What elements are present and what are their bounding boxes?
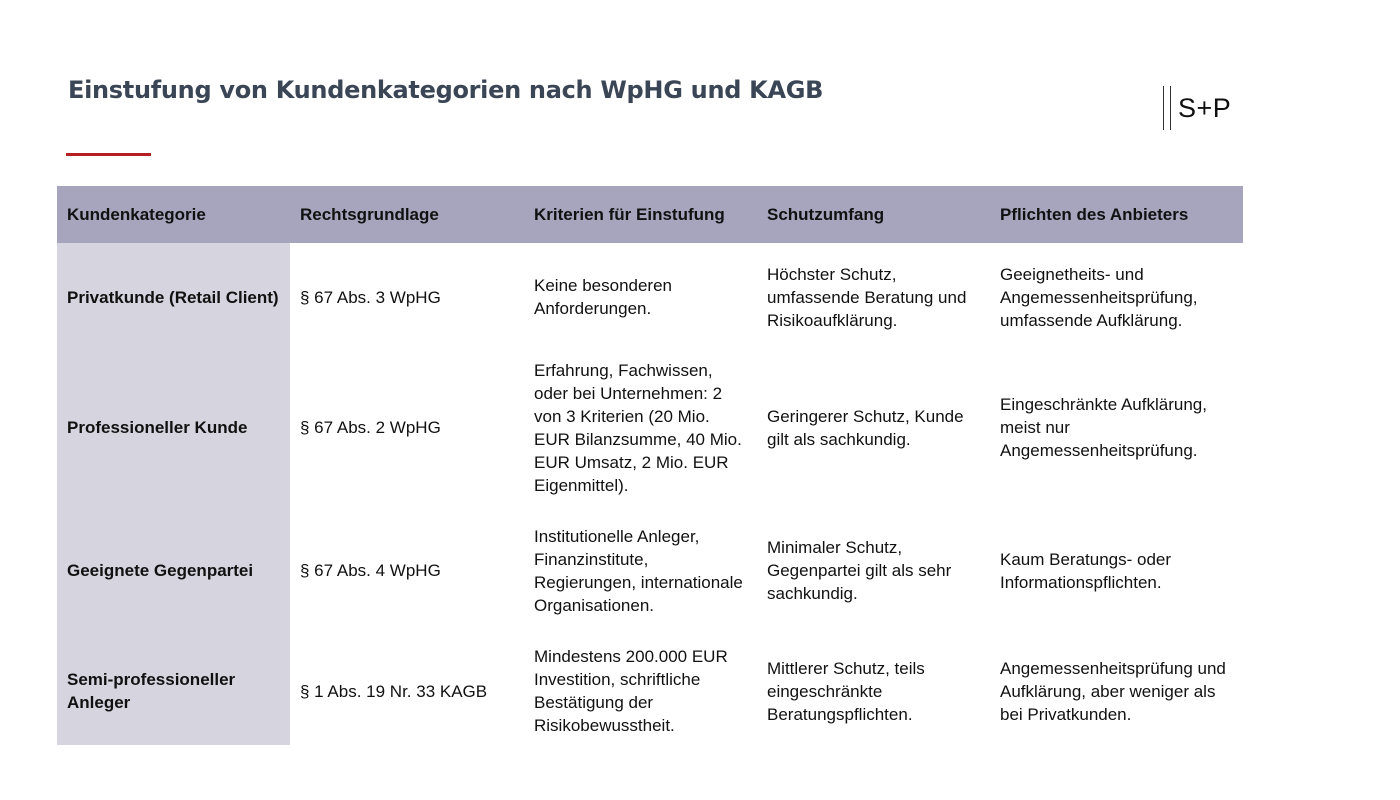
cell-category: Semi-professioneller Anleger bbox=[57, 637, 290, 745]
logo-text: S+P bbox=[1178, 92, 1232, 123]
cell-protection: Mittlerer Schutz, teils eingeschränkte Beratungspflichten. bbox=[767, 658, 925, 724]
cell-legal-basis: § 67 Abs. 4 WpHG bbox=[300, 561, 441, 580]
cell-obligations: Angemessenheitsprüfung und Aufklärung, aber weniger als bei Privatkunden. bbox=[1000, 658, 1226, 724]
cell-legal-basis: § 1 Abs. 19 Nr. 33 KAGB bbox=[300, 681, 488, 701]
cell-obligations: Kaum Beratungs- oder Informationspflichten. bbox=[1000, 549, 1172, 592]
table-row bbox=[57, 243, 1243, 351]
logo bbox=[1163, 86, 1231, 130]
cell-category: Professioneller Kunde bbox=[57, 351, 290, 504]
cell-legal-basis: § 67 Abs. 3 WpHG bbox=[300, 287, 441, 307]
cell-criteria: Erfahrung, Fachwissen, oder bei Unternehmen: 2 von 3 Kriterien (20 Mio. EUR Bilanzsumme, 40 Mio. EUR Umsatz, 2 Mio. EUR Eigenmittel). bbox=[534, 360, 742, 495]
cell-criteria: Keine besonderen Anforderungen. bbox=[534, 276, 673, 318]
table-row bbox=[57, 637, 1243, 745]
cell-obligations: Eingeschränkte Aufklärung, meist nur Angemessenheitsprüfung. bbox=[1000, 395, 1207, 460]
table-row bbox=[57, 504, 1243, 637]
cell-protection: Minimaler Schutz, Gegenpartei gilt als sehr sachkundig. bbox=[767, 538, 952, 603]
header-obligations: Pflichten des Anbieters bbox=[990, 186, 1243, 243]
title-underline bbox=[66, 153, 151, 156]
table-row bbox=[57, 351, 1243, 504]
client-category-table bbox=[57, 186, 1243, 745]
header-category: Kundenkategorie bbox=[57, 186, 290, 243]
cell-category: Privatkunde (Retail Client) bbox=[57, 243, 290, 351]
header-legal-basis: Rechtsgrundlage bbox=[290, 186, 524, 243]
header-criteria: Kriterien für Einstufung bbox=[524, 186, 757, 243]
table-header-row bbox=[57, 186, 1243, 243]
cell-protection: Geringerer Schutz, Kunde gilt als sachkundig. bbox=[767, 406, 964, 449]
cell-category: Geeignete Gegenpartei bbox=[57, 504, 290, 637]
cell-criteria: Mindestens 200.000 EUR Investition, schriftliche Bestätigung der Risikobewusstheit. bbox=[534, 647, 728, 735]
page-title: Einstufung von Kundenkategorien nach WpHG und KAGB bbox=[68, 76, 824, 104]
logo-bars-icon bbox=[1163, 86, 1171, 130]
cell-legal-basis: § 67 Abs. 2 WpHG bbox=[300, 418, 441, 437]
cell-obligations: Geeignetheits- und Angemessenheitsprüfung, umfassende Aufklärung. bbox=[1000, 264, 1198, 330]
cell-protection: Höchster Schutz, umfassende Beratung und Risikoaufklärung. bbox=[767, 264, 967, 330]
header-protection: Schutzumfang bbox=[757, 186, 990, 243]
cell-criteria: Institutionelle Anleger, Finanzinstitute, Regierungen, internationale Organisationen. bbox=[534, 526, 743, 615]
